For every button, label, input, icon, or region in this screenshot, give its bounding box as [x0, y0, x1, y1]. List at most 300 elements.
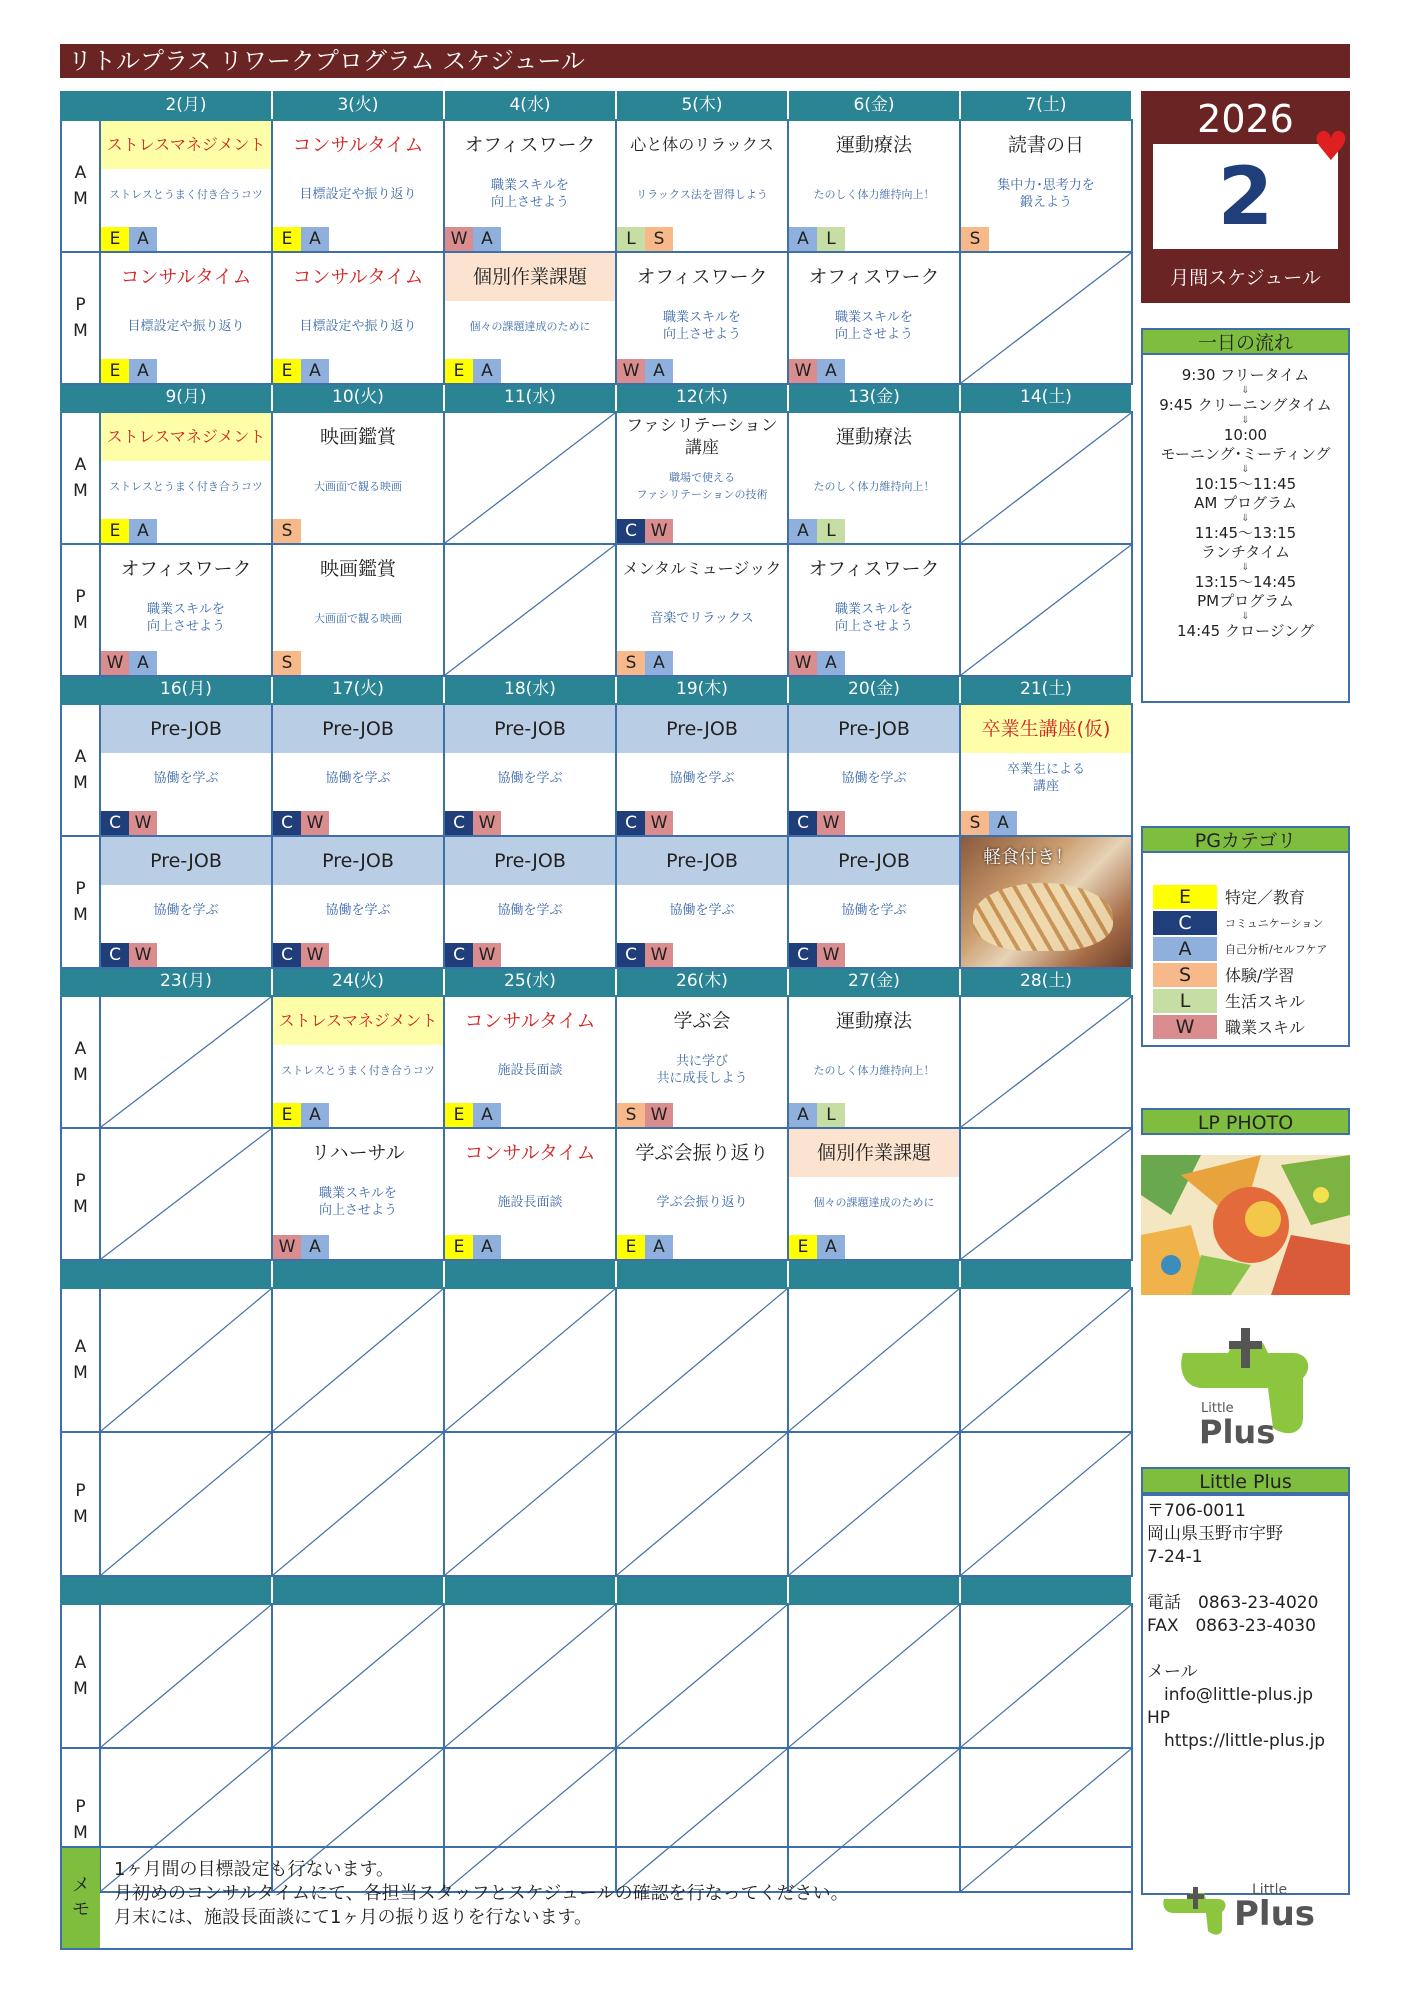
category-tag-l: L [817, 519, 845, 543]
program-title: オフィスワーク [464, 134, 596, 156]
day-header [960, 1576, 1132, 1604]
category-tags [617, 651, 673, 675]
program-title: Pre-JOB [273, 705, 443, 753]
daily-flow-list [1143, 366, 1348, 641]
pg-category-heading: PGカテゴリ [1141, 826, 1350, 853]
day-header: 10(火) [272, 384, 444, 412]
contact-line: 岡山県玉野市宇野 [1147, 1524, 1283, 1544]
day-header: 12(木) [616, 384, 788, 412]
am-row [61, 1604, 1132, 1748]
pg-category-name: 特定／教育 [1225, 888, 1306, 907]
am-row [61, 1288, 1132, 1432]
program-description: たのしく体力維持向上！ [813, 187, 935, 201]
program-slot [788, 120, 960, 252]
category-tag-e: E [273, 359, 301, 383]
program-description: 協働を学ぶ [325, 770, 391, 786]
program-description: 協働を学ぶ [497, 770, 563, 786]
am-label: A M [61, 996, 100, 1128]
empty-slot [272, 1604, 444, 1748]
pg-category-box [1141, 826, 1350, 1047]
empty-slot [100, 1604, 272, 1748]
week-header-row [61, 968, 1132, 996]
category-tags [101, 519, 157, 543]
category-tags [617, 943, 673, 967]
program-title: 個別作業課題 [789, 1129, 959, 1177]
program-title: ファシリテーション 講座 [626, 416, 778, 458]
empty-slot [444, 1288, 616, 1432]
category-tag-e: E [445, 1103, 473, 1127]
program-slot [100, 252, 272, 384]
category-tags [273, 651, 301, 675]
contact-line: 電話 0863-23-4020 [1147, 1593, 1319, 1613]
category-tag-a: A [129, 227, 157, 251]
contact-line: HP [1147, 1708, 1171, 1728]
down-arrow-icon: ⇓ [1241, 385, 1250, 396]
day-header: 2(月) [100, 92, 272, 120]
day-header [272, 1260, 444, 1288]
empty-slot [788, 1432, 960, 1576]
memo-line: 月末には、施設長面談にて1ヶ月の振り返りを行ないます。 [114, 1907, 593, 1928]
category-tag-e: E [273, 1103, 301, 1127]
program-title: 映画鑑賞 [319, 558, 396, 580]
contact-line: 〒706-0011 [1147, 1501, 1246, 1521]
empty-slot-slash [961, 1129, 1131, 1259]
week-header-corner [61, 676, 100, 704]
week-header-row [61, 1576, 1132, 1604]
day-header [272, 1576, 444, 1604]
lp-photo-heading: LP PHOTO [1141, 1108, 1350, 1135]
empty-slot-slash [445, 1433, 615, 1575]
program-description: ストレスとうまく付き合うコツ [109, 187, 263, 201]
little-plus-logo-large [1173, 1323, 1323, 1453]
category-tags [617, 1103, 673, 1127]
program-description: 卒業生による 講座 [1006, 762, 1085, 794]
memo-text [114, 1858, 849, 1930]
category-tags [273, 1103, 329, 1127]
category-tag-w: W [645, 943, 673, 967]
program-description: 職業スキルを 向上させよう [834, 602, 913, 634]
program-description: たのしく体力維持向上！ [813, 479, 935, 493]
am-label: A M [61, 704, 100, 836]
program-title: Pre-JOB [617, 705, 787, 753]
program-title: リハーサル [311, 1142, 405, 1164]
logo-small-text: Little [1252, 1882, 1288, 1898]
contact-line: https://little-plus.jp [1147, 1731, 1326, 1751]
category-tag-s: S [273, 519, 301, 543]
category-tag-a: A [817, 651, 845, 675]
day-header: 14(土) [960, 384, 1132, 412]
program-slot [100, 120, 272, 252]
day-header: 11(水) [444, 384, 616, 412]
week-header-row [61, 1260, 1132, 1288]
down-arrow-icon: ⇓ [1241, 415, 1250, 426]
category-tag-a: A [789, 1103, 817, 1127]
category-tag-w: W [129, 811, 157, 835]
program-description: 学ぶ会振り返り [656, 1194, 748, 1210]
category-tag-w: W [273, 1235, 301, 1259]
day-header: 25(水) [444, 968, 616, 996]
month-caption: 月間スケジュール [1170, 267, 1321, 289]
snack-photo-cell [960, 836, 1132, 968]
category-tag-c: C [789, 811, 817, 835]
down-arrow-icon: ⇓ [1241, 611, 1250, 622]
category-tag-c: C [273, 811, 301, 835]
pg-category-row [1153, 1014, 1343, 1039]
empty-slot [100, 996, 272, 1128]
program-description: 職業スキルを 向上させよう [318, 1186, 397, 1218]
program-title: オフィスワーク [636, 266, 768, 288]
month-card [1153, 144, 1338, 249]
empty-slot [272, 1432, 444, 1576]
category-tag-e: E [273, 227, 301, 251]
category-tag-a: A [989, 811, 1017, 835]
program-title: 読書の日 [1007, 134, 1084, 156]
program-description: リラックス法を習得しよう [636, 187, 768, 201]
day-header: 6(金) [788, 92, 960, 120]
empty-slot [960, 1288, 1132, 1432]
category-tag-s: S [961, 227, 989, 251]
day-header: 7(土) [960, 92, 1132, 120]
category-tag-a: A [301, 359, 329, 383]
program-description: ストレスとうまく付き合うコツ [281, 1063, 435, 1077]
category-tags [961, 227, 989, 251]
day-header: 18(水) [444, 676, 616, 704]
category-tag-w: W [129, 943, 157, 967]
empty-slot-slash [101, 1605, 271, 1747]
empty-slot-slash [445, 413, 615, 543]
am-row [61, 412, 1132, 544]
program-description: 職業スキルを 向上させよう [662, 310, 741, 342]
category-tag-c: C [445, 943, 473, 967]
category-tags [273, 359, 329, 383]
category-tag-w: W [645, 811, 673, 835]
program-title: オフィスワーク [808, 558, 940, 580]
program-description: 協働を学ぶ [497, 902, 563, 918]
program-description: 協働を学ぶ [669, 902, 735, 918]
category-tag-s: S [961, 811, 989, 835]
category-tag-w: W [817, 811, 845, 835]
program-slot [444, 996, 616, 1128]
program-description: 音楽でリラックス [650, 610, 754, 626]
lp-photo-image [1141, 1155, 1350, 1295]
empty-slot-slash [961, 253, 1131, 383]
pg-category-row [1153, 884, 1343, 909]
empty-slot [444, 1604, 616, 1748]
pg-category-key: W [1153, 1015, 1217, 1039]
page-banner: リトルプラス リワークプログラム スケジュール [60, 44, 1350, 78]
category-tags [789, 227, 845, 251]
category-tag-s: S [617, 1103, 645, 1127]
empty-slot [960, 544, 1132, 676]
category-tag-e: E [101, 227, 129, 251]
down-arrow-icon: ⇓ [1241, 464, 1250, 475]
empty-slot [960, 996, 1132, 1128]
day-header: 26(木) [616, 968, 788, 996]
category-tag-c: C [617, 811, 645, 835]
category-tag-l: L [617, 227, 645, 251]
category-tag-c: C [273, 943, 301, 967]
program-title: コンサルタイム [120, 266, 252, 288]
empty-slot [788, 1604, 960, 1748]
program-title: Pre-JOB [445, 705, 615, 753]
pm-label: P M [61, 836, 100, 968]
program-slot [960, 704, 1132, 836]
contact-line: info@little-plus.jp [1147, 1685, 1314, 1705]
empty-slot-slash [273, 1289, 443, 1431]
category-tag-c: C [617, 519, 645, 543]
program-title: Pre-JOB [273, 837, 443, 885]
program-title: Pre-JOB [101, 705, 271, 753]
category-tags [445, 227, 501, 251]
day-header: 17(火) [272, 676, 444, 704]
category-tag-a: A [817, 1235, 845, 1259]
program-description: 目標設定や振り返り [299, 186, 417, 202]
category-tags [617, 227, 673, 251]
category-tags [789, 943, 845, 967]
category-tags [101, 943, 157, 967]
program-description: 協働を学ぶ [841, 770, 907, 786]
empty-slot [960, 252, 1132, 384]
category-tags [445, 1235, 501, 1259]
category-tags [789, 811, 845, 835]
program-description: たのしく体力維持向上！ [813, 1063, 935, 1077]
program-slot [788, 544, 960, 676]
program-description: 協働を学ぶ [153, 902, 219, 918]
category-tags [273, 227, 329, 251]
empty-slot-slash [617, 1433, 787, 1575]
empty-slot [960, 1432, 1132, 1576]
program-slot [960, 120, 1132, 252]
empty-slot [960, 1604, 1132, 1748]
program-description: 目標設定や振り返り [127, 318, 245, 334]
pg-category-name: 自己分析/セルフケア [1225, 942, 1328, 956]
pm-label: P M [61, 252, 100, 384]
program-description: 施設長面談 [497, 1194, 563, 1210]
category-tag-a: A [473, 1103, 501, 1127]
pg-category-row [1153, 988, 1343, 1013]
empty-slot-slash [617, 1605, 787, 1747]
category-tag-a: A [473, 1235, 501, 1259]
pg-category-name: 職業スキル [1225, 1018, 1305, 1037]
category-tag-a: A [789, 519, 817, 543]
week-header-corner [61, 1260, 100, 1288]
contact-line: 7-24-1 [1147, 1547, 1203, 1567]
category-tag-w: W [473, 943, 501, 967]
program-slot [272, 544, 444, 676]
schedule-grid [60, 91, 1133, 1893]
program-slot [788, 1128, 960, 1260]
empty-slot-slash [273, 1605, 443, 1747]
week-header-corner [61, 384, 100, 412]
program-description: 協働を学ぶ [153, 770, 219, 786]
empty-slot [444, 544, 616, 676]
category-tag-w: W [645, 1103, 673, 1127]
contact-line: FAX 0863-23-4030 [1147, 1616, 1316, 1636]
pm-label: P M [61, 1128, 100, 1260]
program-description: 大画面で観る映画 [314, 479, 402, 493]
flow-step: 11:45～13:15 ランチタイム [1194, 524, 1297, 561]
week-header-row [61, 92, 1132, 120]
program-title: コンサルタイム [292, 266, 424, 288]
down-arrow-icon: ⇓ [1241, 562, 1250, 573]
category-tags [101, 811, 157, 835]
program-title: コンサルタイム [292, 134, 424, 156]
program-title: 学ぶ会振り返り [635, 1142, 769, 1164]
category-tag-l: L [817, 227, 845, 251]
memo-line: 月初めのコンサルタイムにて、各担当スタッフとスケジュールの確認を行なってください。 [114, 1883, 849, 1904]
pg-category-key: E [1153, 885, 1217, 909]
pm-row [61, 1432, 1132, 1576]
pm-label: P M [61, 544, 100, 676]
am-label: A M [61, 1288, 100, 1432]
category-tag-c: C [101, 943, 129, 967]
program-title: オフィスワーク [120, 558, 252, 580]
category-tag-a: A [645, 651, 673, 675]
program-slot [100, 836, 272, 968]
category-tag-s: S [645, 227, 673, 251]
program-slot [616, 836, 788, 968]
program-slot [100, 704, 272, 836]
empty-slot-slash [273, 1433, 443, 1575]
category-tags [789, 1235, 845, 1259]
day-header [616, 1260, 788, 1288]
program-slot [616, 996, 788, 1128]
empty-slot [100, 1288, 272, 1432]
category-tag-w: W [473, 811, 501, 835]
category-tag-c: C [789, 943, 817, 967]
category-tag-s: S [617, 651, 645, 675]
program-description: 職業スキルを 向上させよう [146, 602, 225, 634]
day-header: 21(土) [960, 676, 1132, 704]
pm-row [61, 544, 1132, 676]
program-slot [444, 1128, 616, 1260]
program-description: 職業スキルを 向上させよう [490, 178, 569, 210]
logo-big-text: Plus [1234, 1894, 1316, 1934]
category-tags [445, 811, 501, 835]
category-tag-w: W [301, 811, 329, 835]
program-description: 個々の課題達成のために [469, 319, 591, 333]
program-title: Pre-JOB [789, 705, 959, 753]
program-slot [788, 252, 960, 384]
flow-step: 9:45 クリーニングタイム [1159, 396, 1332, 414]
category-tags [101, 227, 157, 251]
month-number: 2 [1217, 150, 1274, 243]
program-slot [788, 412, 960, 544]
program-slot [616, 1128, 788, 1260]
empty-slot-slash [789, 1433, 959, 1575]
little-plus-heading: Little Plus [1141, 1467, 1350, 1494]
program-title: ストレスマネジメント [101, 121, 271, 169]
category-tag-a: A [129, 651, 157, 675]
program-description: 協働を学ぶ [325, 902, 391, 918]
week-header-corner [61, 92, 100, 120]
day-header [444, 1576, 616, 1604]
program-slot [444, 704, 616, 836]
day-header [788, 1576, 960, 1604]
empty-slot [616, 1432, 788, 1576]
program-description: 職業スキルを 向上させよう [834, 310, 913, 342]
logo-big-text: Plus [1199, 1413, 1276, 1451]
contact-line [1147, 1569, 1344, 1592]
day-header [444, 1260, 616, 1288]
am-row [61, 996, 1132, 1128]
pg-category-row [1153, 962, 1343, 987]
am-row [61, 120, 1132, 252]
empty-slot [100, 1432, 272, 1576]
program-slot [788, 704, 960, 836]
pg-category-name: コミュニケーション [1225, 916, 1324, 930]
category-tags [273, 519, 301, 543]
week-header-corner [61, 968, 100, 996]
month-badge [1141, 91, 1350, 303]
empty-slot [788, 1288, 960, 1432]
empty-slot-slash [445, 545, 615, 675]
pg-category-key: A [1153, 937, 1217, 961]
empty-slot-slash [101, 1433, 271, 1575]
category-tag-a: A [817, 359, 845, 383]
contact-line [1147, 1638, 1344, 1661]
category-tag-w: W [789, 359, 817, 383]
category-tag-w: W [101, 651, 129, 675]
program-description: 集中力･思考力を 鍛えよう [997, 178, 1095, 210]
program-description: 大画面で観る映画 [314, 611, 402, 625]
program-title: コンサルタイム [464, 1010, 596, 1032]
day-header: 4(水) [444, 92, 616, 120]
program-slot [616, 544, 788, 676]
pg-category-name: 体験/学習 [1225, 966, 1295, 985]
week-header-corner [61, 1576, 100, 1604]
category-tags [617, 359, 673, 383]
category-tag-w: W [645, 519, 673, 543]
category-tag-a: A [789, 227, 817, 251]
program-title: ストレスマネジメント [273, 997, 443, 1045]
flow-step: 14:45 クロージング [1176, 622, 1315, 640]
category-tags [961, 811, 1017, 835]
program-title: オフィスワーク [808, 266, 940, 288]
program-slot [272, 1128, 444, 1260]
program-title: Pre-JOB [789, 837, 959, 885]
category-tag-w: W [617, 359, 645, 383]
day-header: 19(木) [616, 676, 788, 704]
category-tags [789, 1103, 845, 1127]
memo-label: メ モ [62, 1848, 100, 1948]
category-tag-a: A [129, 359, 157, 383]
pm-row [61, 252, 1132, 384]
heart-icon: ♥ [1313, 124, 1349, 170]
empty-slot-slash [961, 545, 1131, 675]
program-title: コンサルタイム [464, 1142, 596, 1164]
program-slot [272, 836, 444, 968]
snack-caption: 軽食付き！ [983, 847, 1073, 868]
empty-slot-slash [101, 997, 271, 1127]
program-description: 目標設定や振り返り [299, 318, 417, 334]
pg-category-row [1153, 910, 1343, 935]
category-tags [789, 519, 845, 543]
flow-step: 10:15～11:45 AM プログラム [1194, 475, 1297, 512]
empty-slot-slash [789, 1605, 959, 1747]
program-slot [616, 252, 788, 384]
day-header: 9(月) [100, 384, 272, 412]
flow-step: 13:15～14:45 PMプログラム [1194, 573, 1297, 610]
empty-slot-slash [961, 1605, 1131, 1747]
program-description: 協働を学ぶ [841, 902, 907, 918]
program-slot [444, 836, 616, 968]
empty-slot-slash [445, 1605, 615, 1747]
program-slot [272, 412, 444, 544]
little-plus-logo-small [1160, 1880, 1340, 1940]
am-label: A M [61, 412, 100, 544]
category-tags [789, 651, 845, 675]
